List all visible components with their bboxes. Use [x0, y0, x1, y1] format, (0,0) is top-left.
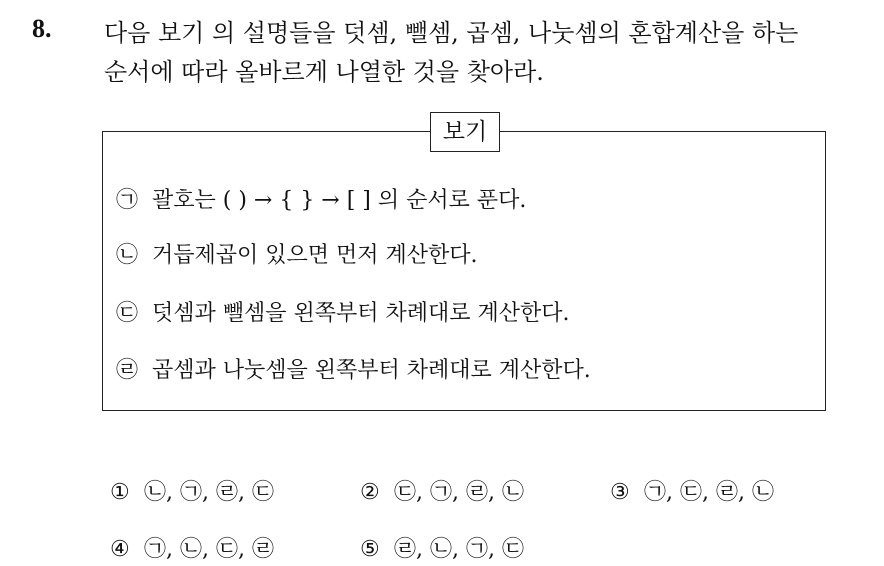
item-marker: ㉠ [116, 188, 139, 213]
choice-5[interactable] [360, 534, 524, 566]
example-item-2 [116, 240, 478, 272]
item-text: 괄호는 ( ) → { } → [ ] 의 순서로 푼다. [152, 188, 527, 213]
choice-number: ④ [110, 537, 130, 562]
question-number: 8. [32, 14, 52, 43]
choice-3[interactable] [610, 477, 774, 509]
choice-4[interactable] [110, 534, 274, 566]
example-item-4 [116, 355, 591, 387]
item-marker: ㉡ [116, 243, 139, 268]
example-box-title: 보기 [430, 112, 500, 152]
item-marker: ㉣ [116, 358, 139, 383]
example-item-3 [116, 298, 570, 330]
choice-number: ① [110, 480, 130, 505]
item-text: 곱셈과 나눗셈을 왼쪽부터 차례대로 계산한다. [152, 358, 591, 383]
item-marker: ㉢ [116, 301, 139, 326]
question-line-1: 다음 보기 의 설명들을 덧셈, 뺄셈, 곱셈, 나눗셈의 혼합계산을 하는 [104, 19, 799, 47]
choice-answer: ㉠, ㉢, ㉣, ㉡ [644, 480, 774, 505]
choice-2[interactable] [360, 477, 524, 509]
item-text: 덧셈과 뺄셈을 왼쪽부터 차례대로 계산한다. [152, 301, 570, 326]
choice-answer: ㉢, ㉠, ㉣, ㉡ [394, 480, 524, 505]
choice-number: ③ [610, 480, 630, 505]
choice-number: ② [360, 480, 380, 505]
choice-answer: ㉡, ㉠, ㉣, ㉢ [144, 480, 274, 505]
choice-number: ⑤ [360, 537, 380, 562]
item-text: 거듭제곱이 있으면 먼저 계산한다. [152, 243, 478, 268]
question-line-2: 순서에 따라 올바르게 나열한 것을 찾아라. [104, 58, 544, 86]
choice-answer: ㉣, ㉡, ㉠, ㉢ [394, 537, 524, 562]
choice-answer: ㉠, ㉡, ㉢, ㉣ [144, 537, 274, 562]
question-text [104, 14, 874, 92]
example-item-1 [116, 185, 526, 217]
choice-1[interactable] [110, 477, 274, 509]
